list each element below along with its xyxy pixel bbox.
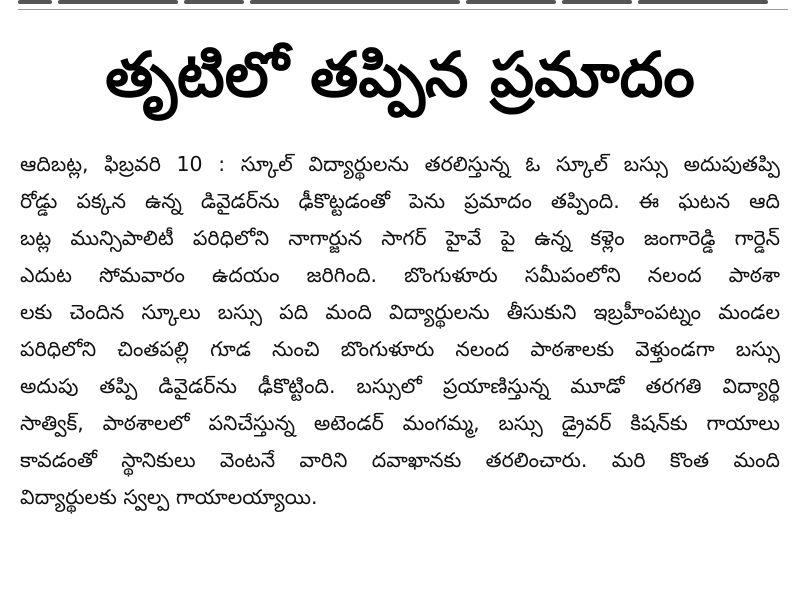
- article-headline: తృటిలో తప్పిన ప్రమాదం: [105, 38, 695, 111]
- article-line: పరిధిలోని చింతపల్లి గూడ నుంచి బొంగుళూరు నలంద పాఠశాలకు వెళ్తుండగా బస్సు: [20, 337, 780, 361]
- article-line: సాత్విక్, పాఠశాలలో పనిచేస్తున్న అటెండర్ మంగమ్మ, బస్సు డ్రైవర్ కిషన్‌కు గాయాలు: [20, 411, 780, 435]
- article-line: బట్ల మున్సిపాలిటీ పరిధిలోని నాగార్జున సాగర్ హైవే పై ఉన్న కళ్లెం జంగారెడ్డి గార్డెన్: [20, 226, 780, 250]
- cropped-previous-text: [18, 0, 788, 6]
- article-body: [20, 146, 780, 516]
- article-line: రోడ్డు పక్కన ఉన్న డివైడర్‌ను ఢీకొట్టడంతో పెను ప్రమాదం తప్పింది. ఈ ఘటన ఆది: [20, 189, 780, 213]
- article-line: అదుపు తప్పి డివైడర్‌ను ఢీకొట్టింది. బస్సులో ప్రయాణిస్తున్న మూడో తరగతి విద్యార్థి: [20, 374, 780, 398]
- article-line: ఆదిబట్ల, ఫిబ్రవరి 10 : స్కూల్ విద్యార్థులను తరలిస్తున్న ఓ స్కూల్ బస్సు అదుపుతప్పి: [20, 152, 780, 176]
- article-line: విద్యార్థులకు స్వల్ప గాయాలయ్యాయి.: [20, 485, 318, 509]
- article-line: ఎదుట సోమవారం ఉదయం జరిగింది. బొంగుళూరు సమీపంలోని నలంద పాఠశా: [20, 263, 780, 287]
- article-line: కావడంతో స్థానికులు వెంటనే వారిని దవాఖానకు తరలించారు. మరి కొంత మంది: [20, 448, 780, 472]
- separator-rule: [18, 9, 788, 10]
- article-line: లకు చెందిన స్కూలు బస్సు పది మంది విద్యార్థులను తీసుకుని ఇబ్రహీంపట్నం మండల: [20, 300, 780, 324]
